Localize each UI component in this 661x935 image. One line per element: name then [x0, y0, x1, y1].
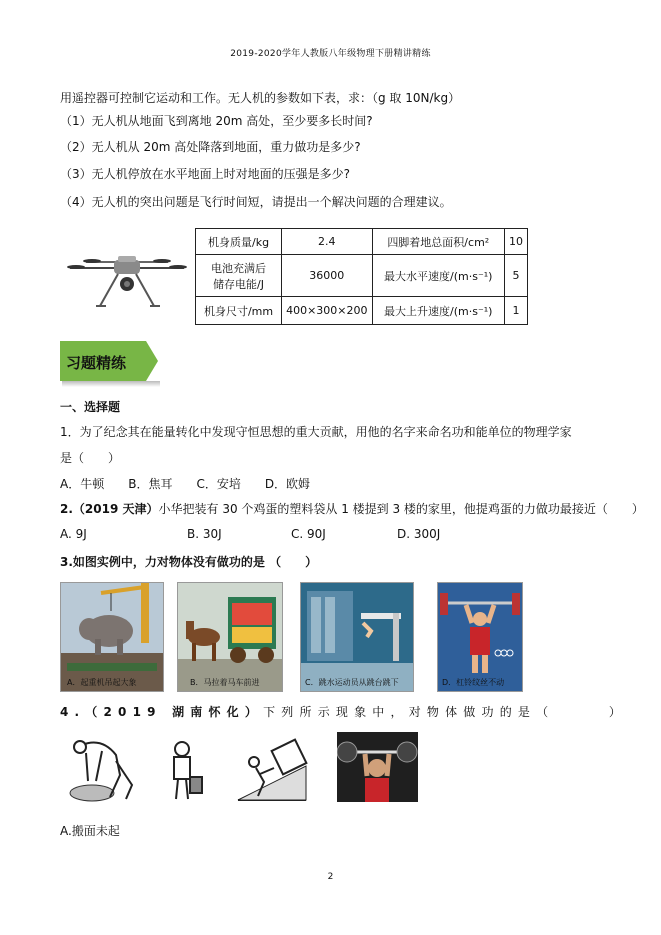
param-key: 四脚着地总面积/cm²	[372, 229, 504, 255]
param-value: 400×300×200	[282, 297, 372, 325]
q2-option-a: A. 9J	[60, 527, 87, 541]
section-banner-shadow	[62, 381, 160, 387]
section-banner-title: 习题精练	[66, 354, 127, 372]
param-key: 最大水平速度/(m·s⁻¹)	[372, 255, 504, 297]
q4-text: 下列所示现象中，对物体做功的是（ ）	[263, 705, 628, 719]
q4-stem	[60, 703, 627, 720]
q1-options: A．牛顿 B．焦耳 C．安培 D．欧姆	[60, 477, 311, 491]
question-1: （1）无人机从地面飞到离地 20m 高处，至少要多长时间?	[60, 114, 373, 128]
crane-elephant-image	[61, 583, 163, 691]
param-key: 机身质量/kg	[196, 229, 282, 255]
q3-picture-d	[437, 582, 523, 692]
q4-image-lifting-stone	[62, 731, 136, 803]
drone-parameter-table	[195, 228, 528, 325]
param-value: 5	[505, 255, 528, 297]
param-value: 36000	[282, 255, 372, 297]
q2-source: 2.（2019 天津）	[60, 502, 159, 516]
q2-option-b: B. 30J	[187, 527, 222, 541]
q4-image-boy-with-bag	[160, 741, 204, 803]
q2-option-d: D. 300J	[397, 527, 441, 541]
q3-caption-b: B．马拉着马车前进	[190, 678, 260, 687]
q1-stem-line2: 是（ ）	[60, 451, 121, 465]
q3-stem: 3.如图实例中，力对物体没有做功的是 （ ）	[60, 555, 318, 569]
param-key-line: 电池充满后	[211, 261, 267, 275]
q3-picture-a	[60, 582, 164, 692]
q1-stem-line1: 1．为了纪念其在能量转化中发现守恒思想的重大贡献，用他的名字来命名功和能单位的物理学家	[60, 425, 572, 439]
page-number: 2	[327, 872, 334, 882]
param-key: 机身尺寸/mm	[196, 297, 282, 325]
q2-text: 小华把装有 30 个鸡蛋的塑料袋从 1 楼提到 3 楼的家里，他提鸡蛋的力做功最接近（ ）	[158, 502, 644, 516]
param-key	[196, 255, 282, 297]
q3-caption-d: D．杠铃纹丝不动	[442, 678, 505, 687]
q3-picture-b	[177, 582, 283, 692]
param-key: 最大上升速度/(m·s⁻¹)	[372, 297, 504, 325]
q4-image-pushing-box	[236, 738, 308, 804]
q4-source: 4.（2019 湖南怀化）	[60, 705, 264, 719]
question-2: （2）无人机从 20m 高处降落到地面，重力做功是多少?	[60, 140, 361, 154]
q2-stem	[60, 500, 644, 517]
intro-text: 用遥控器可控制它运动和工作。无人机的参数如下表，求：（g 取 10N/kg）	[60, 91, 461, 105]
weightlifter-image	[438, 583, 522, 691]
section-banner-arrow	[146, 341, 158, 381]
page-header: 2019-2020学年人教版八年级物理下册精讲精练	[230, 49, 431, 59]
param-value: 2.4	[282, 229, 372, 255]
param-value: 1	[505, 297, 528, 325]
q2-option-c: C. 90J	[291, 527, 326, 541]
question-3: （3）无人机停放在水平地面上时对地面的压强是多少?	[60, 167, 351, 181]
diver-image	[301, 583, 413, 691]
horse-carriage-image	[178, 583, 282, 691]
q3-caption-a: A．起重机吊起大象	[67, 678, 137, 687]
param-key-line: 储存电能/J	[213, 277, 265, 291]
q4-image-weightlifter	[337, 732, 418, 802]
q4-option-a: A.搬面未起	[60, 824, 120, 838]
param-value: 10	[505, 229, 528, 255]
q3-picture-c	[300, 582, 414, 692]
q3-caption-c: C．跳水运动员从跳台跳下	[305, 678, 399, 687]
section-heading: 一、选择题	[60, 400, 121, 414]
question-4: （4）无人机的突出问题是飞行时间短，请提出一个解决问题的合理建议。	[60, 195, 452, 209]
drone-illustration	[66, 246, 188, 314]
